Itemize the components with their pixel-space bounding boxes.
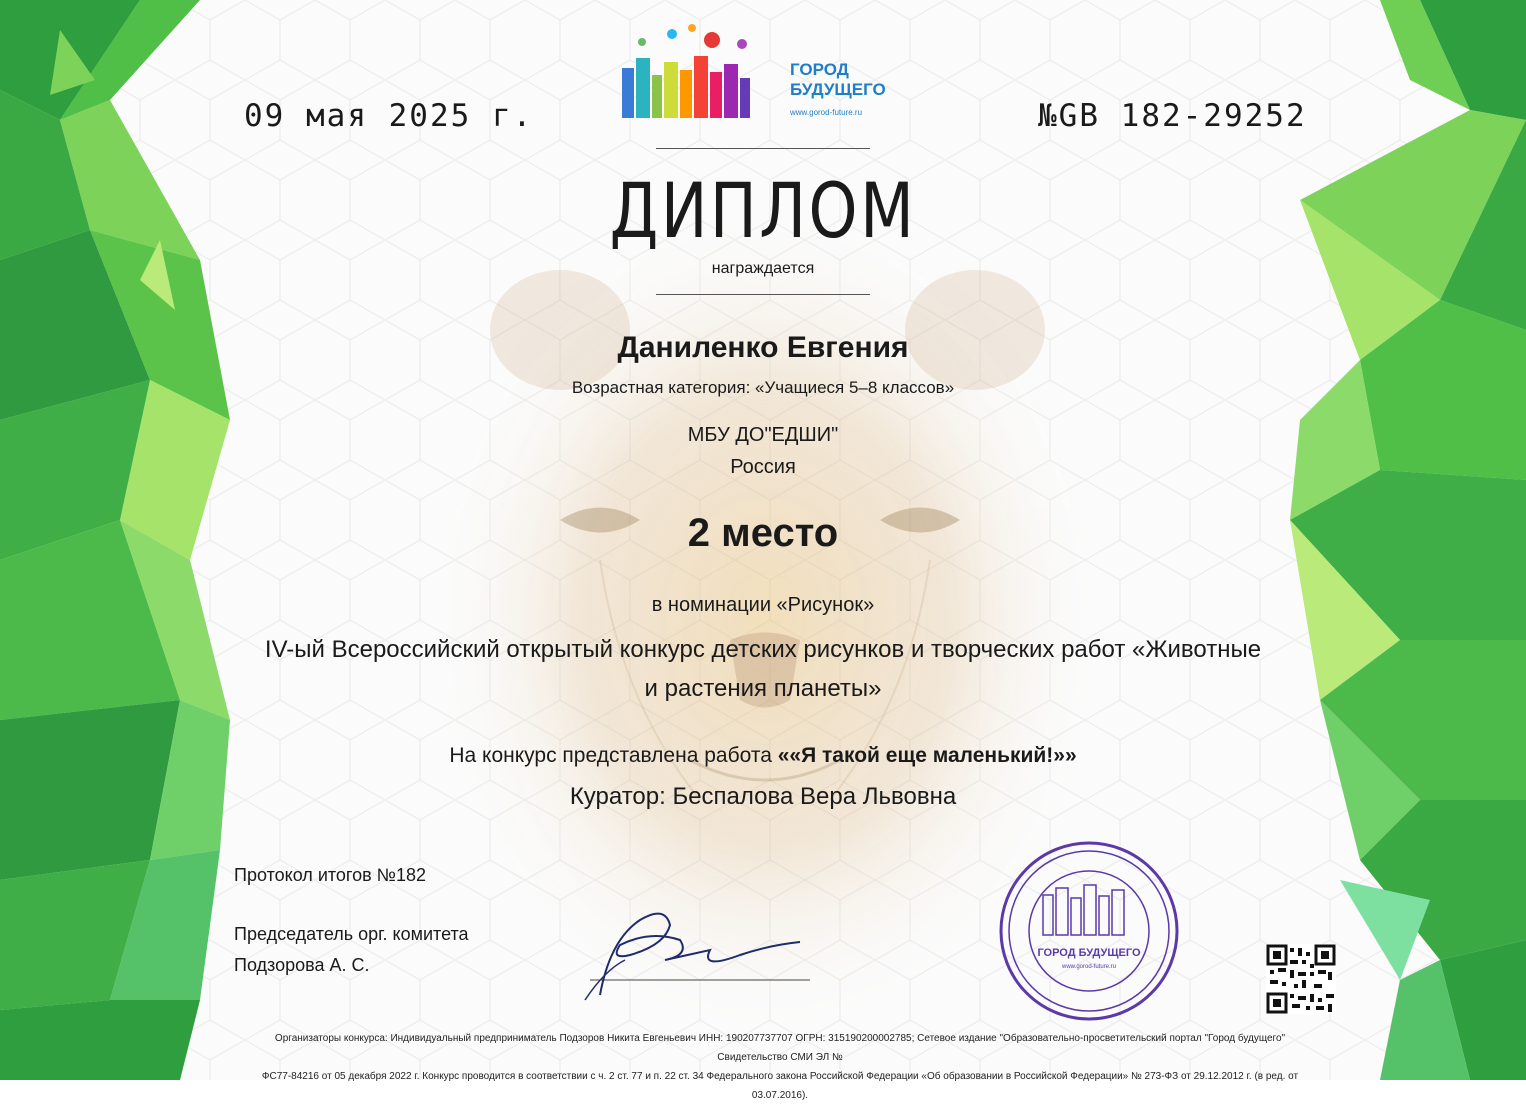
place-award: 2 место (687, 511, 839, 555)
stamp-url: www.gorod-future.ru (1061, 964, 1117, 970)
logo-name-line2: БУДУЩЕГО (790, 80, 886, 99)
protocol-number: Протокол итогов №182 (234, 865, 427, 885)
logo-text (790, 60, 886, 100)
curator: Куратор: Беспалова Вера Львовна (569, 783, 957, 810)
stamp-center-text: ГОРОД БУДУЩЕГО (1037, 947, 1141, 959)
logo-url: www.gorod-future.ru (790, 108, 863, 117)
issue-date: 09 мая 2025 г. (244, 98, 534, 134)
work-prefix: На конкурс представлена работа (449, 744, 778, 767)
submitted-work (0, 744, 1526, 768)
city-logo-icon (612, 20, 772, 125)
diploma-number: №GB 182-29252 (1038, 98, 1307, 134)
chairman-name: Подзорова А. С. (234, 955, 370, 975)
title-top-rule (656, 148, 870, 149)
nomination: в номинации «Рисунок» (651, 594, 875, 616)
signature-scribble (570, 900, 830, 1010)
country: Россия (730, 456, 796, 478)
chairman-title: Председатель орг. комитета (234, 924, 469, 944)
diploma-title: ДИПЛОМ (609, 166, 917, 255)
work-title: ««Я такой еще маленький!»» (777, 744, 1077, 767)
age-category: Возрастная категория: «Учащиеся 5–8 классов» (571, 378, 955, 397)
recipient-name: Даниленко Евгения (617, 331, 909, 364)
awarded-label: награждается (711, 260, 815, 277)
footer-line-2: ФС77-84216 от 05 декабря 2022 г. Конкурс проводится в соответствии с ч. 2 ст. 77 и п. 22 ст. 34 Федерального закона Российской Федерации «Об образовании в Российской Федерации» № 273-ФЗ от 29.12.2012 г. (в ред. от 03.07.2016). (261, 1071, 1299, 1101)
qr-code-icon (1266, 944, 1336, 1014)
logo-name-line1: ГОРОД (790, 60, 849, 79)
legal-footer (240, 1029, 1320, 1105)
footer-line-1: Организаторы конкурса: Индивидуальный предприниматель Подзоров Никита Евгеньевич ИНН: 190207737707 ОГРН: 315190200002785; Сетевое издание "Образовательно-просветительский портал "Город будущего" Свидетельство СМИ ЭЛ № (274, 1033, 1286, 1063)
title-bottom-rule (656, 294, 870, 295)
contest-name: IV-ый Всероссийский открытый конкурс детских рисунков и творческих работ «Животные и растения планеты» (264, 636, 1262, 702)
organization: МБУ ДО"ЕДШИ" (687, 424, 839, 446)
stamp-seal (998, 840, 1180, 1022)
